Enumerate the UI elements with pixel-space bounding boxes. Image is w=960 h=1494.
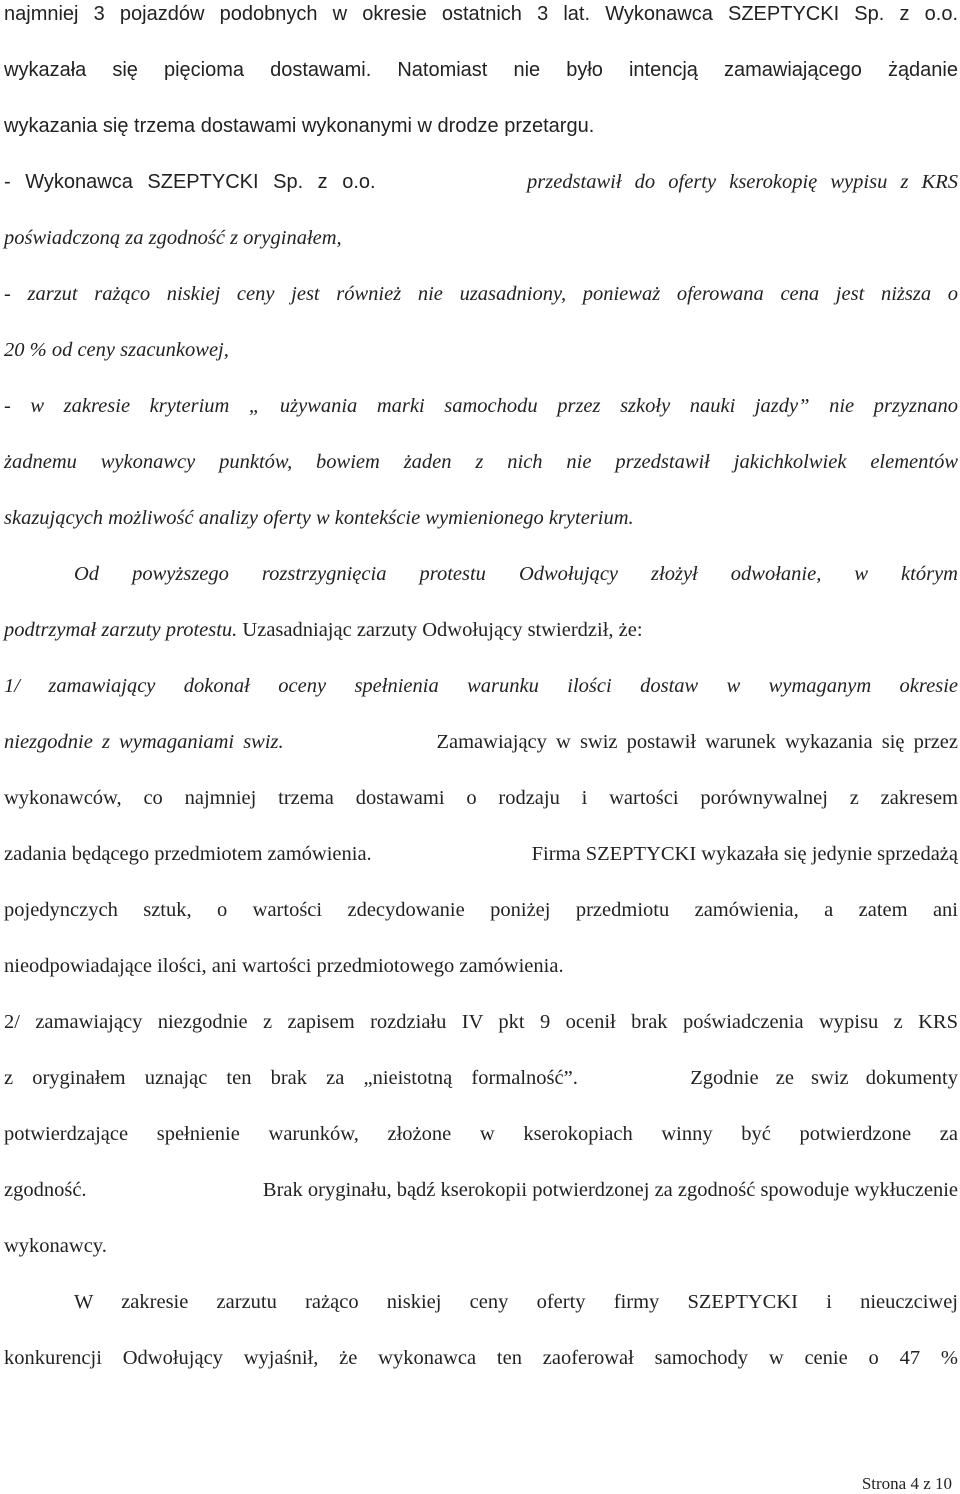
text-line-20-b: Zgodnie ze swiz dokumenty: [690, 1067, 958, 1089]
text-line-4-b: przedstawił do oferty kserokopię wypisu z KRS: [526, 171, 958, 193]
text-line-21: potwierdzające spełnienie warunków, złożone w kserokopiach winny być potwierdzone za: [4, 1123, 958, 1145]
text-line-5: poświadczoną za zgodność z oryginałem,: [4, 227, 342, 249]
text-line-11: Od powyższego rozstrzygnięcia protestu Odwołujący złożył odwołanie, w którym: [74, 563, 958, 585]
text-line-4-a: - Wykonawca SZEPTYCKI Sp. z o.o.: [4, 171, 376, 193]
text-line-24: W zakresie zarzutu rażąco niskiej ceny oferty firmy SZEPTYCKI i nieuczciwej: [74, 1291, 958, 1313]
text-line-12: [4, 618, 958, 642]
text-line-12-a: podtrzymał zarzuty protestu.: [4, 619, 238, 641]
text-line-22-a: zgodność.: [4, 1179, 87, 1201]
text-line-1: najmniej 3 pojazdów podobnych w okresie ostatnich 3 lat. Wykonawca SZEPTYCKI Sp. z o.o.: [4, 3, 958, 25]
text-line-14-b: Zamawiający w swiz postawił warunek wykazania się przez: [436, 731, 958, 753]
text-line-23: wykonawcy.: [4, 1235, 107, 1257]
text-line-16-b: Firma SZEPTYCKI wykazała się jedynie sprzedażą: [531, 843, 958, 865]
text-line-3: wykazania się trzema dostawami wykonanymi w drodze przetargu.: [4, 115, 595, 137]
text-line-12-b: Uzasadniając zarzuty Odwołujący stwierdził, że:: [242, 619, 643, 641]
text-line-6: - zarzut rażąco niskiej ceny jest również nie uzasadniony, ponieważ oferowana cena jest niższa o: [4, 283, 958, 305]
text-line-16: [4, 842, 958, 866]
text-line-13: 1/ zamawiający dokonał oceny spełnienia warunku ilości dostaw w wymaganym okresie: [4, 675, 958, 697]
text-line-9: żadnemu wykonawcy punktów, bowiem żaden z nich nie przedstawił jakichkolwiek elementów: [4, 451, 958, 473]
text-line-14-a: niezgodnie z wymaganiami swiz.: [4, 731, 284, 753]
text-line-20: [4, 1066, 958, 1090]
text-line-14: [4, 730, 958, 754]
text-line-10: skazujących możliwość analizy oferty w kontekście wymienionego kryterium.: [4, 507, 634, 529]
text-line-22: [4, 1178, 958, 1202]
text-line-16-a: zadania będącego przedmiotem zamówienia.: [4, 843, 372, 865]
text-line-7: 20 % od ceny szacunkowej,: [4, 339, 229, 361]
text-line-4: [4, 170, 958, 194]
text-line-2: wykazała się pięcioma dostawami. Natomiast nie było intencją zamawiającego żądanie: [4, 59, 958, 81]
text-line-8: - w zakresie kryterium „ używania marki samochodu przez szkoły nauki jazdy” nie przyznano: [4, 395, 958, 417]
text-line-20-a: z oryginałem uznając ten brak za „nieistotną formalność”.: [4, 1067, 578, 1089]
text-line-18: nieodpowiadające ilości, ani wartości przedmiotowego zamówienia.: [4, 955, 564, 977]
text-line-19: 2/ zamawiający niezgodnie z zapisem rozdziału IV pkt 9 ocenił brak poświadczenia wypisu z KRS: [4, 1011, 958, 1033]
page-number: Strona 4 z 10: [861, 1474, 952, 1493]
text-line-22-b: Brak oryginału, bądź kserokopii potwierdzonej za zgodność spowoduje wykłuczenie: [262, 1179, 958, 1201]
text-line-17: pojedynczych sztuk, o wartości zdecydowanie poniżej przedmiotu zamówienia, a zatem ani: [4, 899, 958, 921]
text-line-15: wykonawców, co najmniej trzema dostawami o rodzaju i wartości porównywalnej z zakresem: [4, 787, 958, 809]
text-line-25: konkurencji Odwołujący wyjaśnił, że wykonawca ten zaoferował samochody w cenie o 47 %: [4, 1347, 958, 1369]
